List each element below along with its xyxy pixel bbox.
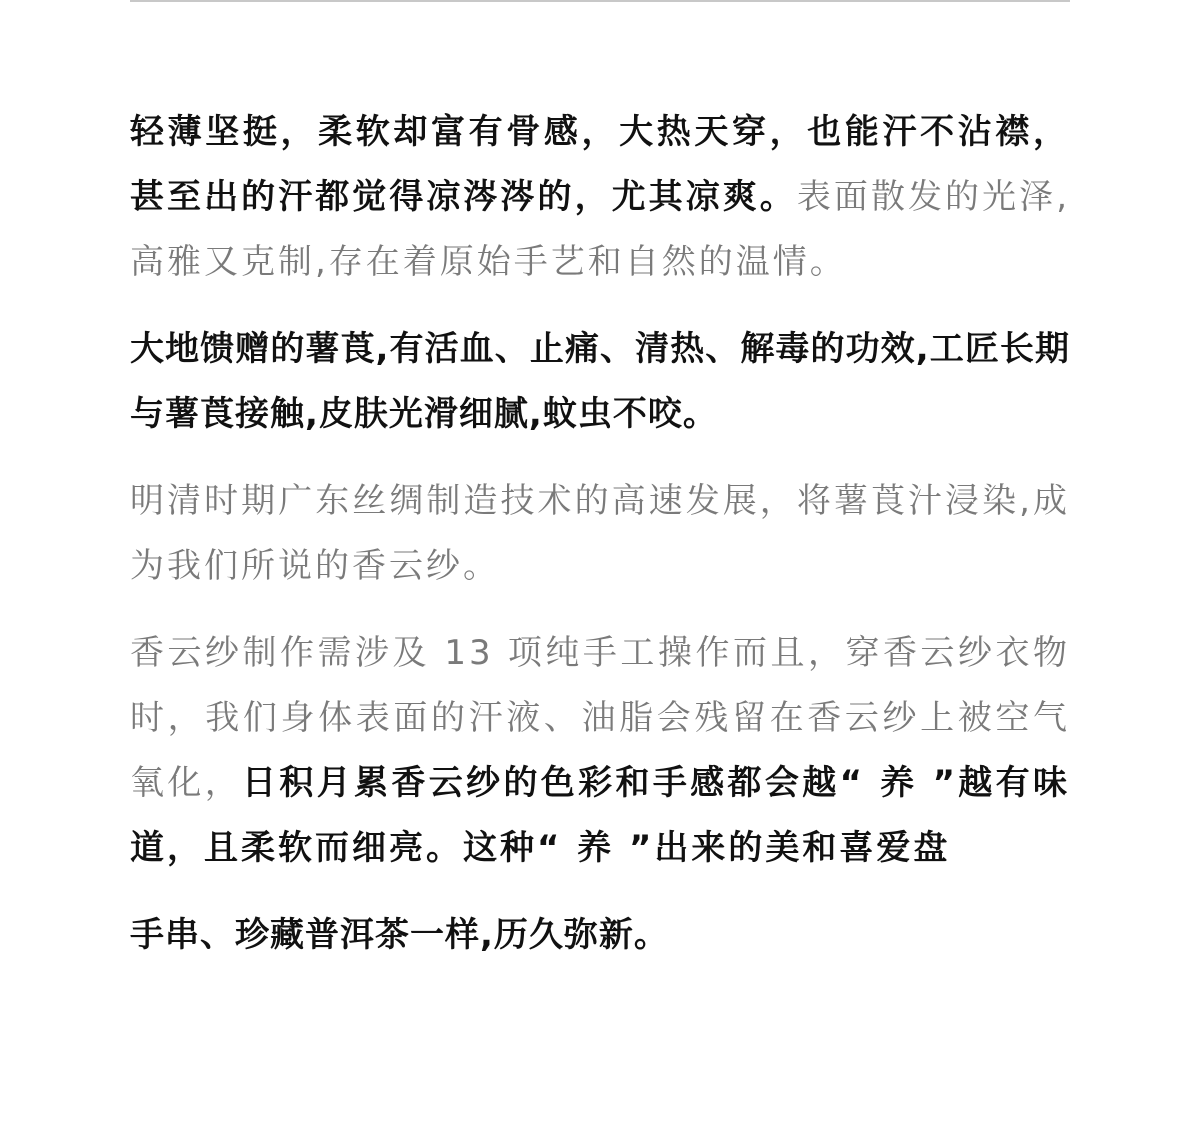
paragraph-history: [130, 469, 1070, 599]
paragraph-texture-highlight: 轻薄坚挺，柔软却富有骨感，大热天穿，也能汗不沾襟，甚至出的汗都觉得凉涔涔的，尤其凉爽。: [130, 112, 1070, 217]
paragraph-texture-detail: 表面散发的光泽,高雅又克制,存在着原始手艺和自然的温情。: [130, 177, 1070, 282]
paragraph-craft: [130, 621, 1070, 881]
paragraph-history-text: 明清时期广东丝绸制造技术的高速发展，将薯莨汁浸染,成为我们所说的香云纱。: [130, 481, 1070, 586]
article-body: [130, 100, 1070, 990]
paragraph-dye-root: [130, 317, 1070, 447]
paragraph-dye-root-text: 大地馈赠的薯莨,有活血、止痛、清热、解毒的功效,工匠长期与薯莨接触,皮肤光滑细腻,蚊虫不咬。: [130, 329, 1070, 434]
paragraph-texture: [130, 100, 1070, 295]
paragraph-craft-highlight: 日积月累香云纱的色彩和手感都会越“ 养 ”越有味道，且柔软而细亮。这种“ 养 ”出来的美和喜爱盘: [130, 763, 1071, 868]
paragraph-closing: [130, 903, 1070, 968]
paragraph-closing-text: 手串、珍藏普洱茶一样,历久弥新。: [130, 915, 669, 955]
top-divider: [130, 0, 1070, 2]
paragraph-craft-detail: 香云纱制作需涉及 13 项纯手工操作而且，穿香云纱衣物时，我们身体表面的汗液、油脂会残留在香云纱上被空气氧化，: [130, 633, 1070, 803]
